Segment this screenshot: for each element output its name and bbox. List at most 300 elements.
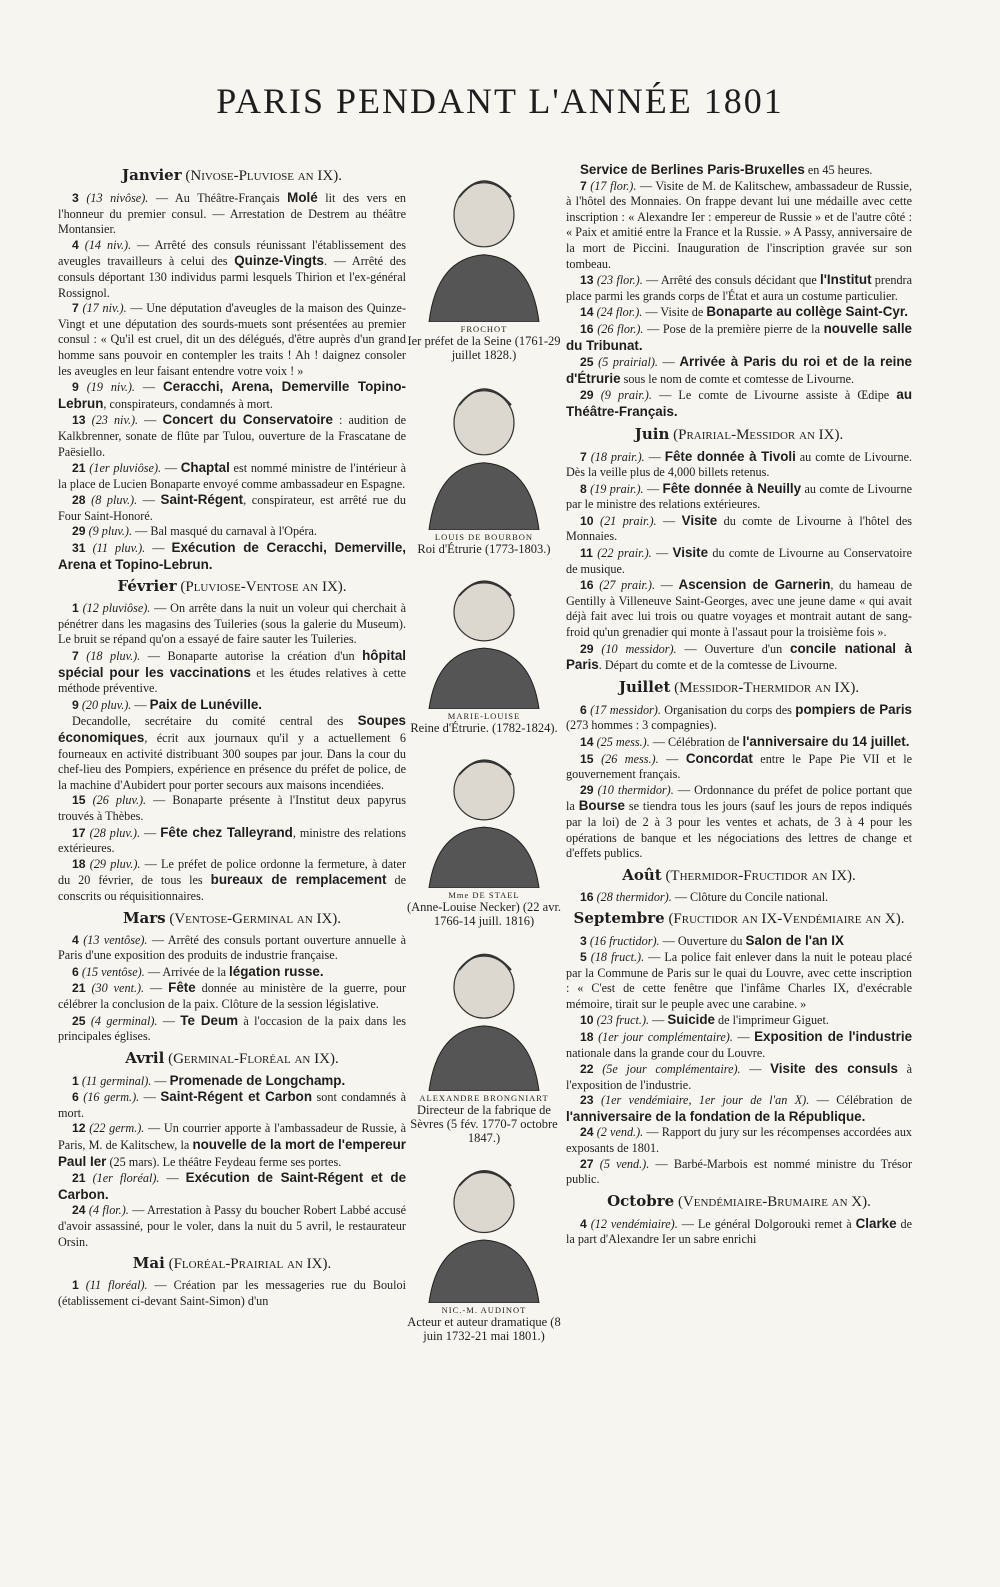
- entry-date: 22: [580, 1062, 594, 1077]
- entry-date: 6: [580, 702, 587, 717]
- portrait-engraving: [419, 162, 549, 322]
- entry-text: —: [134, 380, 163, 395]
- entry-revolutionary-date: (14 niv.).: [84, 237, 132, 252]
- portrait-caption: Directeur de la fabrique de Sèvres (5 fév. 1770-7 octobre 1847.): [410, 1103, 558, 1145]
- entry-revolutionary-date: (11 floréal).: [85, 1278, 148, 1293]
- entry-revolutionary-date: (20 pluv.).: [81, 697, 132, 712]
- entry-revolutionary-date: (8 pluv.).: [91, 493, 138, 508]
- entry-text: — Ouverture d'un: [676, 641, 791, 656]
- entry-revolutionary-date: (5 vend.).: [599, 1156, 650, 1171]
- entry-date: 25: [72, 1013, 86, 1028]
- entry-revolutionary-date: (5 prairial).: [598, 355, 658, 370]
- entry-date: 16: [580, 578, 594, 593]
- entry-text-rest: à l'exposition de l'industrie.: [566, 1062, 912, 1092]
- entry-highlight: bureaux de remplacement: [210, 872, 387, 888]
- entry-revolutionary-date: (25 mess.).: [596, 735, 650, 749]
- entry-text-rest: nationale dans la grande cour du Louvre.: [566, 1045, 766, 1060]
- entry-date: 7: [580, 178, 587, 193]
- portrait-engraving: [419, 743, 549, 888]
- month-heading: [566, 677, 912, 698]
- entry-text: — La police fait enlever dans la nuit le poteau placé par la Commune de Paris sur le quai du Louvre, avec cette inscription : « C'est de cette fenêtre que l'infâme Charles IX, d'exécrable mémoire, tirait sur le peuple avec une carabine. »: [566, 949, 912, 1011]
- calendar-entry: [58, 697, 406, 714]
- entry-revolutionary-date: (26 pluv.).: [92, 793, 147, 808]
- entry-date: 1: [72, 601, 79, 616]
- entry-date: 16: [580, 321, 594, 336]
- portrait-0: [406, 162, 562, 362]
- entry-date: 4: [72, 932, 79, 947]
- entry-date: 4: [72, 237, 79, 252]
- month-heading: [58, 1048, 406, 1069]
- entry-date: 8: [580, 481, 587, 496]
- entry-text-rest: prendra place parmi les grands corps de l'État et aura un costume particulier.: [566, 273, 913, 303]
- entry-date: 3: [72, 191, 79, 205]
- entry-text: —: [157, 1013, 181, 1028]
- entry-revolutionary-date: (13 ventôse).: [83, 932, 148, 947]
- entry-date: 15: [580, 751, 594, 766]
- calendar-entry: [566, 1125, 912, 1156]
- calendar-entry: [58, 301, 406, 379]
- entry-date: 18: [72, 856, 86, 871]
- portrait-name: Mme DE STAEL: [448, 890, 520, 900]
- calendar-entry: [58, 524, 406, 540]
- calendar-entry: [58, 713, 406, 793]
- entry-text: — Bal masqué du carnaval à l'Opéra.: [132, 524, 317, 539]
- entry-text-rest: du comte de Livourne au Conservatoire de musique.: [566, 546, 913, 576]
- entry-text-rest: entre le Pape Pie VII et le gouvernement français.: [566, 751, 912, 782]
- entry-revolutionary-date: (4 germinal).: [90, 1013, 158, 1028]
- calendar-entry: [58, 857, 406, 905]
- calendar-entry: [566, 1157, 912, 1188]
- entry-highlight: Service de Berlines Paris-Bruxelles: [580, 162, 805, 177]
- entry-highlight: Exposition de l'industrie: [754, 1028, 913, 1044]
- entry-date: 6: [72, 964, 79, 979]
- calendar-entry: [58, 648, 406, 697]
- entry-text-rest: est nommé ministre de l'intérieur à la place de Lucien Bonaparte envoyé comme ambassadeur en Espagne.: [58, 461, 407, 491]
- entry-text: — Rapport du jury sur les récompenses accordées aux exposants de 1801.: [566, 1125, 913, 1156]
- month-heading: [58, 1253, 406, 1274]
- entry-date: 15: [72, 793, 86, 808]
- entry-text: —: [137, 493, 161, 508]
- entry-revolutionary-date: (10 messidor).: [601, 641, 677, 656]
- entry-date: 1: [72, 1073, 79, 1088]
- entry-date: 24: [580, 1125, 594, 1140]
- entry-date: 13: [72, 413, 86, 428]
- portrait-5: [406, 1153, 562, 1343]
- entry-text: — Bonaparte présente à l'Institut deux papyrus trouvés à Thèbes.: [58, 793, 406, 823]
- entry-text: —: [151, 1073, 170, 1088]
- portrait-engraving: [419, 936, 549, 1091]
- entry-text: — Arrêté des consuls portant ouverture annuelle à Paris d'une exposition des produits de industrie française.: [58, 932, 407, 963]
- entry-date: 14: [580, 735, 594, 749]
- calendar-entry: [58, 412, 406, 460]
- calendar-entry: [58, 379, 406, 412]
- month-range: (Pluviose-Ventose an IX).: [180, 579, 347, 596]
- calendar-entry: [58, 190, 406, 238]
- entry-text-rest: sous le nom de comte et comtesse de Livourne.: [620, 371, 855, 386]
- entry-text: — Arrêté des consuls réunissant l'établissement des aveugles travailleurs à celui des: [58, 237, 407, 269]
- entry-revolutionary-date: (22 prair.).: [597, 546, 652, 561]
- month-name: Septembre: [573, 909, 665, 928]
- calendar-entry: [58, 964, 406, 981]
- entry-date: 13: [580, 273, 594, 288]
- entry-text: — Barbé-Marbois est nommé ministre du Trésor public.: [566, 1156, 913, 1187]
- entry-date: 29: [580, 388, 594, 403]
- calendar-entry: [566, 321, 912, 354]
- entry-highlight: Saint-Régent: [160, 492, 244, 508]
- portrait-engraving: [419, 1153, 549, 1303]
- entry-text: — Le général Dolgorouki remet à: [677, 1216, 856, 1231]
- calendar-entry: [566, 734, 912, 751]
- entry-highlight: Visite des consuls: [770, 1061, 898, 1077]
- calendar-entry: [566, 545, 912, 577]
- entry-revolutionary-date: (12 pluviôse).: [82, 601, 151, 616]
- portrait-engraving: [419, 564, 549, 709]
- month-range: (Messidor-Thermidor an IX).: [674, 679, 860, 696]
- entry-revolutionary-date: (23 niv.).: [91, 413, 139, 428]
- entry-revolutionary-date: (21 prair.).: [600, 513, 657, 528]
- month-name: Août: [622, 865, 662, 884]
- entry-date: 1: [72, 1278, 79, 1293]
- entry-date: 16: [580, 889, 594, 904]
- entry-date: 21: [72, 1171, 86, 1186]
- entry-text: — Une députation d'aveugles de la maison des Quinze-Vingt et une députation des sourds-muets sont présentées au premier consul : « Qu'il est cruel, dit un des délégués, d'être auprès d'un grand homme sans pouvoir en contempler les traits ! Ah ! daignez consoler les aveugles en leur faisant entendre votre voix ! »: [58, 301, 407, 378]
- portrait-caption: Roi d'Étrurie (1773-1803.): [417, 542, 551, 556]
- entry-text-rest: se tiendra tous les jours (sauf les jours de repos indiqués par la loi) de 2 à 3 pour les ventes et achats, de 3 à 4 pour les opérations de banque et les négociations des lettres de change et d'effets publics.: [566, 799, 912, 861]
- calendar-entry: [58, 1089, 406, 1121]
- entry-text: — Le préfet de police ordonne la fermeture, à dater du 20 février, de tous les: [58, 856, 406, 888]
- month-range: (Fructidor an IX-Vendémiaire an X).: [668, 911, 905, 928]
- entry-highlight: Salon de l'an IX: [745, 933, 844, 949]
- month-heading: [566, 424, 912, 445]
- entry-revolutionary-date: (9 prair.).: [600, 388, 652, 403]
- entry-date: 29: [580, 641, 594, 656]
- portrait-name: NIC.-M. AUDINOT: [441, 1305, 527, 1315]
- entry-highlight: Ceracchi, Arena, Demerville Topino-Lebrun: [58, 379, 407, 411]
- entry-text-rest: , écrit aux journaux qu'il y a actuellement 6 fourneaux en activité distribuant 300 soupes par jour. Dans la cour du chef-lieu des Pompiers, expérience en présence du préfet de police, de la machine d'Aubidert pour porter secours aux maisons incendiées.: [58, 731, 406, 792]
- month-name: Mars: [122, 908, 166, 927]
- entry-highlight: Bonaparte au collège Saint-Cyr.: [706, 304, 909, 320]
- entry-text: —: [144, 981, 169, 996]
- entry-text: —: [145, 541, 172, 556]
- calendar-entry: [566, 1093, 912, 1125]
- entry-text-rest: (273 hommes : 3 compagnies).: [566, 718, 717, 733]
- calendar-entry: [566, 304, 912, 321]
- entry-text-rest: et les études relatives à cette méthode préventive.: [58, 665, 406, 696]
- entry-revolutionary-date: (11 pluv.).: [92, 541, 146, 556]
- entry-date: 7: [72, 301, 79, 316]
- entry-revolutionary-date: (15 ventôse).: [81, 964, 145, 979]
- month-range: (Thermidor-Fructidor an IX).: [665, 867, 856, 884]
- entry-text-rest: , conspirateur, est arrêté rue du Four Saint-Honoré.: [58, 493, 406, 523]
- entry-highlight: Fête donnée à Tivoli: [664, 448, 796, 464]
- entry-text: — Pose de la première pierre de la: [643, 321, 824, 336]
- entry-date: 29: [580, 782, 594, 797]
- entry-date: 27: [580, 1156, 594, 1171]
- entry-text: — Au Théâtre-Français: [148, 191, 288, 205]
- entry-revolutionary-date: (23 flor.).: [596, 273, 643, 288]
- entry-revolutionary-date: (29 pluv.).: [89, 856, 141, 871]
- entry-text: — On arrête dans la nuit un voleur qui cherchait à pénétrer dans les magasins des Tuileries (sous la galerie du Museum). Le bruit se répand qu'on a essayé de faire sauter les Tuileries.: [58, 601, 407, 647]
- entry-highlight: concile national à Paris: [566, 640, 912, 673]
- entry-revolutionary-date: (16 fructidor).: [589, 934, 660, 949]
- month-name: Février: [117, 577, 177, 596]
- calendar-entry: [566, 890, 912, 906]
- entry-date: 12: [72, 1121, 86, 1136]
- entry-revolutionary-date: (23 fruct.).: [596, 1013, 650, 1028]
- month-range: (Prairial-Messidor an IX).: [673, 426, 844, 443]
- month-range: (Germinal-Floréal an IX).: [168, 1050, 339, 1067]
- entry-text-rest: . Départ du comte et de la comtesse de Livourne.: [598, 658, 838, 673]
- entry-revolutionary-date: (5e jour complémentaire).: [602, 1062, 741, 1077]
- calendar-entry: [58, 825, 406, 857]
- entry-highlight: Molé: [287, 190, 318, 205]
- entry-date: 9: [72, 380, 79, 395]
- portrait-column: [406, 162, 562, 1351]
- entry-date: 4: [580, 1216, 587, 1231]
- calendar-entry: [58, 1013, 406, 1045]
- entry-text: —: [139, 1090, 161, 1105]
- entry-date: 23: [580, 1093, 594, 1108]
- entry-date: 21: [72, 461, 86, 476]
- entry-text: — Arrivée de la: [144, 964, 230, 979]
- entry-text: —: [138, 413, 163, 428]
- portrait-caption: Acteur et auteur dramatique (8 juin 1732-21 mai 1801.): [407, 1315, 561, 1343]
- month-name: Mai: [132, 1254, 165, 1273]
- entry-highlight: Bourse: [578, 798, 625, 814]
- entry-highlight: l'Institut: [820, 272, 872, 288]
- entry-revolutionary-date: (12 vendémiaire).: [590, 1216, 678, 1231]
- entry-text: — Arrestation à Passy du boucher Robert Labbé accusé d'avoir assassiné, pour le voler, dans la nuit du 5 avril, le restaurateur Orsin.: [58, 1203, 407, 1249]
- entry-highlight: l'anniversaire de la fondation de la République.: [566, 1108, 866, 1124]
- entry-text-rest: à l'occasion de la paix dans les principales églises.: [58, 1013, 407, 1044]
- calendar-entry: [58, 980, 406, 1012]
- entry-date: 3: [580, 934, 587, 949]
- entry-text: — Création par les messageries rue du Bouloi (établissement ci-devant Saint-Simon) d'un: [58, 1278, 406, 1308]
- entry-revolutionary-date: (17 niv.).: [82, 301, 127, 316]
- month-range: (Ventose-Germinal an IX).: [169, 910, 342, 927]
- entry-revolutionary-date: (11 germinal).: [81, 1073, 152, 1088]
- entry-date: 14: [580, 305, 594, 320]
- month-name: Janvier: [122, 166, 182, 184]
- portrait-name: LOUIS DE BOURBON: [434, 532, 534, 542]
- entry-date: 31: [72, 541, 86, 556]
- entry-date: 21: [72, 981, 86, 996]
- entry-text: — Arrêté des consuls décidant que: [642, 273, 820, 288]
- entry-text: —: [131, 697, 150, 712]
- entry-highlight: Concert du Conservatoire: [162, 412, 333, 428]
- entry-text-rest: , ministre des relations extérieures.: [58, 825, 407, 856]
- entry-date: 7: [580, 449, 587, 464]
- entry-revolutionary-date: (1er floréal).: [92, 1171, 160, 1186]
- month-heading: [58, 165, 406, 186]
- entry-date: 25: [580, 355, 594, 370]
- entry-highlight: Te Deum: [180, 1012, 239, 1028]
- calendar-entry: [566, 1216, 912, 1248]
- entry-highlight: nouvelle de la mort de l'empereur Paul Ier: [58, 1137, 406, 1169]
- portrait-3: [406, 743, 562, 928]
- entry-highlight: Paix de Lunéville.: [149, 696, 263, 712]
- entry-text-rest: : audition de Kalkbrenner, sonate de flûte par Tulou, ouverture de la Frascatane de Paësiello.: [58, 413, 407, 459]
- entry-highlight: Fête donnée à Neuilly: [662, 480, 802, 496]
- entry-highlight: Fête chez Talleyrand: [160, 824, 293, 840]
- calendar-entry: [58, 492, 406, 524]
- calendar-entry: [566, 354, 912, 387]
- month-heading: [58, 576, 406, 597]
- right-column: [566, 162, 912, 1248]
- calendar-entry: [566, 513, 912, 545]
- calendar-entry: [566, 387, 912, 420]
- entry-revolutionary-date: (22 germ.).: [89, 1121, 145, 1136]
- entry-highlight: légation russe.: [229, 963, 324, 979]
- entry-highlight: Soupes économiques: [58, 713, 406, 745]
- entry-highlight: au Théâtre-Français.: [566, 387, 913, 419]
- entry-text: —: [655, 578, 679, 593]
- month-range: (Floréal-Prairial an IX).: [168, 1256, 332, 1273]
- entry-text: —: [732, 1029, 755, 1044]
- month-name: Octobre: [607, 1191, 675, 1210]
- entry-date: 5: [580, 949, 587, 964]
- portrait-engraving: [419, 370, 549, 530]
- portrait-1: [406, 370, 562, 556]
- month-name: Juillet: [618, 677, 671, 696]
- entry-text-rest: de la part d'Alexandre Ier un sabre enrichi: [566, 1216, 913, 1247]
- calendar-entry: [58, 933, 406, 964]
- entry-highlight: Fête: [168, 980, 196, 996]
- entry-text: —: [159, 1171, 186, 1186]
- entry-text-rest: (25 mars). Le théâtre Feydeau ferme ses portes.: [106, 1154, 342, 1169]
- entry-revolutionary-date: (18 fruct.).: [590, 949, 645, 964]
- entry-revolutionary-date: (2 vend.).: [596, 1125, 644, 1140]
- entry-date: 9: [72, 697, 79, 712]
- entry-text: — Visite de M. de Kalitschew, ambassadeur de Russie, à l'hôtel des Monnaies. On frappe devant lui une médaille avec cette inscription : « Alexandre Ier : empereur de Russie » et de l'autre côté : « Paix et amitié entre la France et la Russie. » A Passy, anniversaire de la mort de Piccini. Inauguration de l'inscription gravée sur son tombeau.: [566, 178, 913, 271]
- entry-revolutionary-date: (24 flor.).: [596, 305, 643, 320]
- portrait-caption: Ier préfet de la Seine (1761-29 juillet 1828.): [407, 334, 561, 362]
- entry-highlight: Exécution de Saint-Régent et de Carbon.: [58, 1170, 407, 1202]
- entry-highlight: hôpital spécial pour les vaccinations: [58, 648, 407, 680]
- entry-highlight: Visite: [672, 545, 709, 561]
- entry-revolutionary-date: (9 pluv.).: [88, 524, 133, 539]
- entry-revolutionary-date: (28 thermidor).: [596, 889, 672, 904]
- entry-revolutionary-date: (4 flor.).: [88, 1203, 129, 1218]
- entry-highlight: pompiers de Paris: [795, 701, 912, 717]
- entry-date: 10: [580, 513, 594, 528]
- portrait-2: [406, 564, 562, 735]
- portrait-name: MARIE-LOUISE: [447, 711, 521, 721]
- entry-text: Decandolle, secrétaire du comité central des: [72, 714, 358, 729]
- entry-highlight: Saint-Régent et Carbon: [160, 1089, 313, 1105]
- month-range: (Nivose-Pluviose an IX).: [185, 168, 342, 184]
- calendar-entry: [58, 601, 406, 648]
- calendar-entry: [58, 1073, 406, 1090]
- entry-highlight: Visite: [681, 512, 718, 528]
- entry-highlight: Chaptal: [180, 460, 230, 476]
- entry-text-rest: lit des vers en l'honneur du premier consul. — Arrestation de Destrem au théâtre Montansier.: [58, 191, 406, 237]
- calendar-entry: [58, 460, 406, 492]
- entry-text: — Un courrier apporte à l'ambassadeur de Russie, à Paris, M. de Kalitschew, la: [58, 1121, 406, 1153]
- entry-revolutionary-date: (16 germ.).: [83, 1090, 140, 1105]
- entry-text: — Célébration de: [649, 735, 743, 749]
- entry-highlight: Clarke: [855, 1215, 897, 1231]
- entry-text: —: [656, 513, 682, 528]
- month-name: Avril: [125, 1048, 165, 1067]
- calendar-entry: [58, 1203, 406, 1250]
- calendar-entry: [58, 1278, 406, 1309]
- calendar-entry: [58, 793, 406, 824]
- entry-revolutionary-date: (19 prair.).: [590, 481, 644, 496]
- entry-text: — Clôture du Concile national.: [671, 889, 829, 904]
- calendar-entry: [566, 449, 912, 481]
- page-title: PARIS PENDANT L'ANNÉE 1801: [216, 81, 784, 121]
- entry-revolutionary-date: (28 pluv.).: [89, 825, 141, 840]
- entry-text-rest: de conscrits ou réquisitionnaires.: [58, 873, 407, 903]
- entry-highlight: Ascension de Garnerin: [678, 577, 831, 593]
- entry-text: —: [643, 481, 663, 496]
- entry-highlight: nouvelle salle du Tribunat.: [566, 320, 913, 353]
- entry-text: — Célébration de: [809, 1093, 913, 1108]
- entry-revolutionary-date: (26 flor.).: [597, 321, 644, 336]
- entry-revolutionary-date: (18 prair.).: [590, 449, 645, 464]
- entry-revolutionary-date: (1er pluviôse).: [89, 461, 162, 476]
- entry-highlight: Suicide: [667, 1012, 715, 1028]
- month-range: (Vendémiaire-Brumaire an X).: [677, 1193, 871, 1210]
- calendar-entry: [58, 1121, 406, 1170]
- entry-text: —: [658, 751, 686, 766]
- portrait-name: ALEXANDRE BRONGNIART: [419, 1093, 549, 1103]
- entry-revolutionary-date: (10 thermidor).: [597, 782, 674, 797]
- entry-text: —: [651, 546, 673, 561]
- month-heading: [566, 865, 912, 886]
- entry-highlight: Arrivée à Paris du roi et de la reine d'Étrurie: [566, 354, 912, 386]
- entry-text: —: [644, 449, 665, 464]
- entry-text-rest: , conspirateurs, condamnés à mort.: [103, 396, 273, 411]
- entry-text: — Ouverture du: [659, 934, 746, 949]
- entry-revolutionary-date: (17 flor.).: [590, 178, 637, 193]
- entry-date: 6: [72, 1090, 79, 1105]
- portrait-name: FROCHOT: [460, 324, 508, 334]
- entry-highlight: Concordat: [685, 750, 753, 766]
- entry-revolutionary-date: (18 pluv.).: [86, 649, 141, 664]
- entry-text: — Le comte de Livourne assiste à Œdipe: [651, 388, 897, 403]
- entry-text-rest: , du hameau de Gentilly à Villeneuve Saint-Georges, avec une jeune dame « qui avait déjà fait avec lui trois ou quatre voyages et montrait autant de sang-froid qu'un grenadier qui monte à l'assaut pour la troisième fois ».: [566, 578, 913, 640]
- portrait-4: [406, 936, 562, 1145]
- calendar-entry: [566, 1061, 912, 1093]
- calendar-entry: [566, 783, 912, 862]
- entry-revolutionary-date: (13 nivôse).: [86, 191, 149, 205]
- entry-text: Organisation du corps des: [660, 702, 796, 717]
- entry-text: —: [649, 1013, 668, 1028]
- calendar-entry: [58, 1170, 406, 1203]
- entry-revolutionary-date: (27 prair.).: [599, 578, 656, 593]
- month-heading: [566, 1191, 912, 1212]
- entry-text-rest: sont condamnés à mort.: [58, 1090, 407, 1120]
- entry-date: 24: [72, 1203, 86, 1218]
- entry-highlight: Exécution de Ceracchi, Demerville, Arena et Topino-Lebrun.: [58, 540, 407, 572]
- calendar-entry: [566, 702, 912, 734]
- calendar-entry: [566, 1012, 912, 1029]
- entry-revolutionary-date: (26 mess.).: [601, 751, 659, 766]
- entry-highlight: Promenade de Longchamp.: [169, 1072, 346, 1088]
- entry-text: — Bonaparte autorise la création d'un: [140, 649, 363, 664]
- entry-text-rest: au comte de Livourne par le ministre des relations extérieures.: [566, 481, 912, 512]
- entry-text-rest: . — Arrêté des consuls déportant 130 individus parmi lesquels Thirion et l'ex-général Rossignol.: [58, 254, 406, 300]
- entry-date: 28: [72, 493, 86, 508]
- left-column: [58, 162, 406, 1309]
- calendar-entry: [58, 238, 406, 301]
- calendar-entry: [566, 272, 912, 304]
- month-heading: [58, 908, 406, 929]
- entry-date: 17: [72, 825, 86, 840]
- entry-text-rest: du comte de Livourne à l'hôtel des Monnaies.: [566, 513, 913, 544]
